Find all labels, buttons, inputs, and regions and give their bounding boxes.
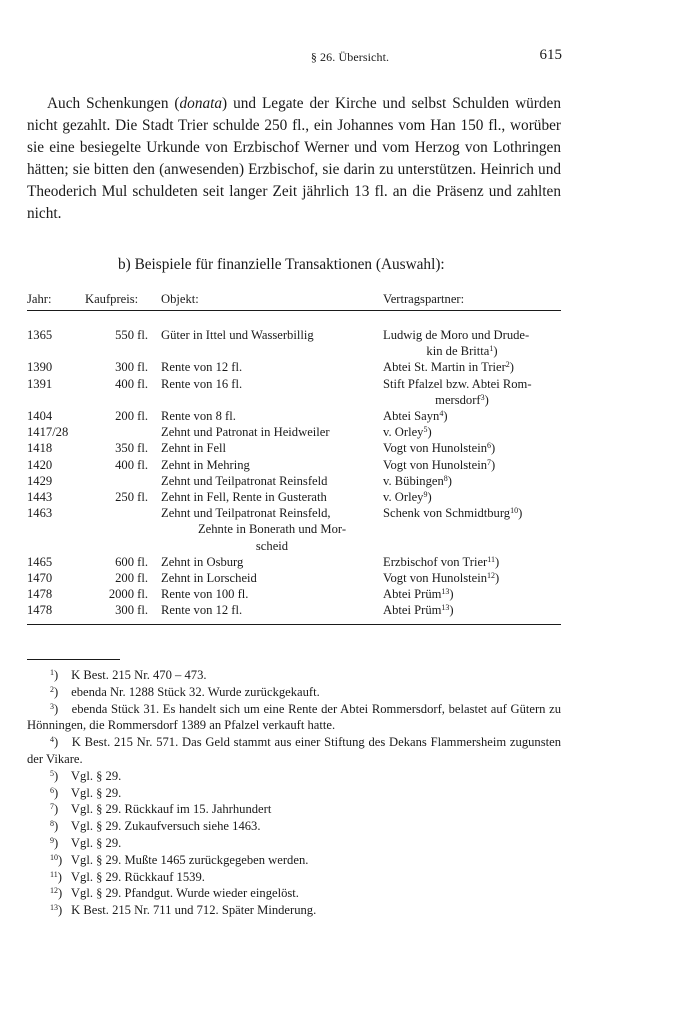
cell-object	[161, 570, 379, 586]
footnote	[27, 684, 561, 701]
footnote-ref	[487, 555, 499, 569]
cell-price: 250 fl.	[115, 489, 148, 504]
footnote-marker	[50, 885, 68, 902]
footnote-marker	[50, 684, 68, 701]
cell-partner	[383, 473, 561, 489]
footnote-text: Vgl. § 29. Mußte 1465 zurückgegeben werden.	[70, 852, 309, 867]
partner-text: v. Bübingen	[383, 473, 444, 488]
cell-price: 400 fl.	[115, 457, 148, 472]
footnote-ref	[510, 506, 522, 520]
footnote-ref-paren: )	[491, 441, 496, 456]
footnote-marker-number: 7	[50, 802, 54, 812]
object-text: Güter in Ittel und Wasserbillig	[161, 328, 314, 342]
table-row	[27, 408, 561, 424]
footnote-ref-paren: )	[449, 587, 454, 602]
footnote	[27, 835, 561, 852]
footnote-ref-paren: )	[427, 489, 432, 504]
object-text: Zehnt in Lorscheid	[161, 570, 257, 585]
cell-object	[161, 376, 379, 392]
footnote-marker	[50, 768, 68, 785]
footnote-ref	[481, 393, 489, 407]
footnote-text: Vgl. § 29. Rückkauf 1539.	[70, 869, 205, 884]
footnote-ref-number: 4	[439, 408, 444, 418]
footnote-ref-number: 12	[487, 570, 496, 580]
cell-year: 1463	[27, 506, 53, 521]
footnote-marker-number: 6	[50, 785, 54, 795]
footnote	[27, 768, 561, 785]
footnote-ref-paren: )	[484, 392, 489, 407]
footnote-marker-paren: )	[58, 903, 63, 918]
footnotes	[27, 667, 561, 919]
cell-partner	[383, 602, 561, 618]
footnote-ref	[444, 474, 452, 488]
table-row	[27, 602, 561, 618]
table-row	[27, 424, 561, 440]
footnote-text: Vgl. § 29. Rückkauf im 15. Jahrhundert	[70, 802, 272, 817]
footnote	[27, 818, 561, 835]
table-body	[27, 311, 561, 618]
partner-text: Vogt von Hunolstein	[383, 457, 488, 472]
footnote-marker-paren: )	[58, 852, 63, 867]
body-paragraph	[27, 93, 561, 225]
partner-text: Abtei Prüm	[383, 603, 442, 618]
footnote-marker-paren: )	[54, 684, 59, 699]
partner-text: Stift Pfalzel bzw. Abtei Rom-	[383, 376, 532, 391]
footnote-ref-paren: )	[491, 457, 496, 472]
cell-year: 1365	[27, 328, 53, 342]
cell-object	[161, 359, 379, 375]
footnote	[27, 667, 561, 684]
cell-object	[161, 602, 379, 618]
footnote-ref	[487, 441, 495, 455]
transactions-table	[27, 287, 561, 625]
cell-object	[161, 327, 379, 343]
footnote-marker-number: 3	[50, 701, 54, 711]
table-row	[27, 473, 561, 489]
table-header	[27, 287, 561, 311]
footnote-marker-number: 1	[50, 668, 54, 677]
footnote-marker-number: 2	[50, 684, 54, 694]
footnote-marker-paren: )	[54, 819, 59, 834]
footnote-marker-paren: )	[54, 802, 59, 817]
table-row	[27, 570, 561, 586]
footnote-ref	[487, 571, 499, 585]
footnote-ref-number: 5	[423, 425, 428, 435]
footnote-marker-paren: )	[54, 668, 59, 682]
cell-partner	[383, 376, 561, 408]
cell-year: 1478	[27, 587, 53, 602]
partner-text: v. Orley	[383, 425, 424, 440]
cell-partner	[383, 505, 561, 521]
table-row	[27, 554, 561, 570]
footnote	[27, 701, 561, 735]
cell-object	[161, 424, 379, 440]
footnote-rule	[27, 659, 120, 660]
footnote-marker-paren: )	[54, 701, 59, 716]
cell-object	[161, 457, 379, 473]
cell-object	[161, 473, 379, 489]
partner-text: Abtei Prüm	[383, 587, 442, 602]
cell-partner	[383, 359, 561, 375]
object-text: Zehnt in Osburg	[161, 554, 244, 569]
footnote-text: K Best. 215 Nr. 470 – 473.	[71, 668, 207, 682]
footnote-ref-paren: )	[493, 344, 498, 359]
footnote-ref-number: 10	[510, 506, 519, 516]
footnote-ref-number: 2	[505, 360, 510, 370]
cell-price: 600 fl.	[115, 554, 148, 569]
footnote-marker-paren: )	[54, 735, 59, 750]
footnote-text: ebenda Nr. 1288 Stück 32. Wurde zurückgekauft.	[71, 684, 320, 699]
cell-price: 200 fl.	[115, 408, 148, 423]
cell-year: 1465	[27, 554, 53, 569]
object-text: Zehnt in Fell, Rente in Gusterath	[161, 489, 327, 504]
footnote-text: Vgl. § 29.	[70, 768, 122, 783]
partner-text: Schenk von Schmidtburg	[383, 506, 511, 521]
cell-price: 300 fl.	[115, 360, 148, 375]
footnote-ref-number: 1	[489, 344, 494, 354]
footnote-marker	[50, 902, 68, 919]
cell-year: 1391	[27, 376, 53, 391]
footnote-marker-number: 9	[50, 835, 54, 845]
footnote-ref-paren: )	[443, 408, 448, 423]
page-header	[0, 46, 700, 70]
partner-text: Ludwig de Moro und Drude-	[383, 328, 530, 342]
partner-text: Abtei Sayn	[383, 408, 440, 423]
cell-price: 350 fl.	[115, 441, 148, 456]
cell-year: 1404	[27, 408, 53, 423]
footnote-ref-number: 13	[441, 603, 450, 613]
column-header-partner: Vertragspartner:	[383, 292, 465, 306]
object-text: Zehnt und Teilpatronat Reinsfeld	[161, 473, 328, 488]
cell-object	[161, 586, 379, 602]
footnote-ref-paren: )	[427, 425, 432, 440]
footnote-text: Vgl. § 29. Zukaufversuch siehe 1463.	[70, 819, 261, 834]
footnote	[27, 869, 561, 886]
footnote-ref-number: 6	[487, 441, 492, 451]
object-text: Zehnt in Fell	[161, 441, 227, 456]
footnote-ref	[487, 458, 495, 472]
footnote	[27, 785, 561, 802]
footnote-ref-paren: )	[509, 360, 514, 375]
footnote-ref	[506, 360, 514, 374]
object-text: Rente von 100 fl.	[161, 587, 249, 602]
footnote-text: Vgl. § 29.	[70, 835, 122, 850]
footnote-text: Vgl. § 29. Pfandgut. Wurde wieder eingelöst.	[70, 886, 299, 901]
footnote-ref-number: 11	[487, 554, 495, 564]
footnote-marker	[50, 785, 68, 802]
cell-object	[161, 408, 379, 424]
footnote-ref	[423, 425, 431, 439]
cell-year: 1478	[27, 603, 53, 618]
cell-partner	[383, 408, 561, 424]
footnote-ref	[489, 344, 497, 358]
footnote-ref	[441, 603, 453, 617]
footnote-ref-paren: )	[449, 603, 454, 618]
cell-partner	[383, 457, 561, 473]
footnote-text: ebenda Stück 31. Es handelt sich um eine Rente der Abtei Rommersdorf, belastet auf Gütern zu Hönningen, die Rommersdorf 1389 an Pfalzel verkauft hatte.	[27, 701, 561, 733]
page-number: 615	[539, 47, 562, 63]
partner-text: Erzbischof von Trier	[383, 554, 488, 569]
cell-partner	[383, 554, 561, 570]
running-head: § 26. Übersicht.	[310, 50, 390, 64]
footnote-marker-number: 4	[50, 735, 54, 745]
cell-object	[161, 489, 379, 505]
table-bottom-rule	[27, 624, 561, 625]
footnote-ref-number: 3	[480, 392, 485, 402]
object-text: Zehnt in Mehring	[161, 457, 250, 472]
cell-object	[161, 554, 379, 570]
cell-partner	[383, 570, 561, 586]
body-text-start: Auch Schenkungen (	[47, 95, 180, 112]
footnote-marker-number: 12	[50, 886, 58, 896]
object-text: Rente von 12 fl.	[161, 360, 243, 375]
footnote-ref	[439, 409, 447, 423]
cell-price: 400 fl.	[115, 376, 148, 391]
footnote-marker-paren: )	[54, 835, 59, 850]
partner-text: v. Orley	[383, 489, 424, 504]
partner-text-continued-label: kin de Britta	[426, 344, 490, 359]
cell-object	[161, 440, 379, 456]
cell-partner	[383, 424, 561, 440]
footnote-marker	[50, 869, 68, 886]
footnote-marker-paren: )	[54, 768, 59, 783]
cell-year: 1418	[27, 441, 53, 456]
cell-year: 1443	[27, 489, 53, 504]
footnote-marker	[50, 701, 68, 718]
footnote-marker-paren: )	[58, 886, 63, 901]
partner-text-continued	[383, 392, 561, 408]
footnote-marker	[50, 734, 68, 751]
footnote-ref-paren: )	[494, 554, 500, 569]
section-heading: b) Beispiele für finanzielle Transaktionen (Auswahl):	[118, 256, 445, 273]
table-row	[27, 489, 561, 505]
cell-year: 1390	[27, 360, 53, 375]
table-row	[27, 359, 561, 375]
footnote-marker	[50, 667, 68, 684]
footnote-marker-number: 11	[50, 869, 58, 879]
partner-text: Vogt von Hunolstein	[383, 441, 488, 456]
body-text-italic: donata	[179, 95, 223, 112]
cell-year: 1470	[27, 570, 53, 585]
body-text-rest: ) und Legate der Kirche und selbst Schulden würden nicht gezahlt. Die Stadt Trier schulde 250 fl., ein Johannes vom Han 150 fl., worüber sie eine besiegelte Urkunde von Erzbischof Werner und vom Herzog von Lothringen hätten; sie bitten den (anwesenden) Erzbischof, sie darin zu unterstützen. Heinrich und Theoderich Mul schuldeten seit langer Zeit jährlich 13 fl. an die Präsenz und zahlten nicht.	[27, 95, 561, 222]
partner-text-continued-label: mersdorf	[435, 392, 481, 407]
footnote-marker-paren: )	[54, 785, 59, 800]
footnote-ref-number: 7	[487, 457, 492, 467]
footnote-ref-paren: )	[495, 570, 500, 585]
footnote-marker	[50, 835, 68, 852]
object-text-continued-2: scheid	[255, 538, 289, 553]
footnote-marker	[50, 818, 68, 835]
cell-partner	[383, 586, 561, 602]
cell-partner	[383, 489, 561, 505]
cell-price: 550 fl.	[115, 328, 148, 342]
footnote-marker	[50, 852, 68, 869]
cell-price: 200 fl.	[115, 570, 148, 585]
footnote	[27, 852, 561, 869]
footnote-ref-number: 8	[443, 473, 448, 483]
footnote	[27, 801, 561, 818]
cell-price: 2000 fl.	[108, 587, 148, 602]
cell-price: 300 fl.	[115, 603, 148, 618]
footnote	[27, 734, 561, 768]
footnote-marker	[50, 801, 68, 818]
partner-text: Abtei St. Martin in Trier	[383, 360, 506, 375]
footnote-marker-number: 13	[50, 903, 58, 913]
cell-year: 1417/28	[27, 425, 69, 440]
column-header-year: Jahr:	[27, 292, 52, 306]
partner-text-continued	[383, 343, 561, 359]
cell-year: 1429	[27, 473, 53, 488]
table-row	[27, 440, 561, 456]
footnote-ref	[441, 587, 453, 601]
footnote-marker-number: 10	[50, 852, 58, 862]
column-header-object: Objekt:	[161, 292, 199, 306]
table-row	[27, 505, 561, 554]
footnote-marker-number: 5	[50, 768, 54, 778]
footnote-ref-paren: )	[447, 473, 452, 488]
object-text-continued: Zehnte in Bonerath und Mor-	[197, 522, 347, 537]
object-text: Rente von 12 fl.	[161, 603, 243, 618]
footnote-text: K Best. 215 Nr. 711 und 712. Später Minderung.	[71, 903, 317, 918]
table-row	[27, 376, 561, 408]
footnote	[27, 885, 561, 902]
footnote-text: Vgl. § 29.	[70, 785, 122, 800]
cell-object	[161, 505, 379, 554]
partner-text: Vogt von Hunolstein	[383, 570, 488, 585]
cell-partner	[383, 327, 561, 359]
footnote-ref-paren: )	[518, 506, 523, 521]
cell-year: 1420	[27, 457, 53, 472]
footnote-ref-number: 9	[423, 489, 428, 499]
column-header-price: Kaufpreis:	[85, 292, 139, 306]
footnote-ref	[423, 490, 431, 504]
object-text: Rente von 8 fl.	[161, 408, 236, 423]
object-text: Zehnt und Teilpatronat Reinsfeld,	[161, 506, 331, 521]
table-row	[27, 586, 561, 602]
footnote	[27, 902, 561, 919]
footnote-marker-number: 8	[50, 819, 54, 829]
cell-partner	[383, 440, 561, 456]
object-text: Rente von 16 fl.	[161, 376, 243, 391]
object-text: Zehnt und Patronat in Heidweiler	[161, 425, 330, 440]
table-row	[27, 457, 561, 473]
footnote-marker-paren: )	[57, 869, 62, 884]
footnote-text: K Best. 215 Nr. 571. Das Geld stammt aus einer Stiftung des Dekans Flammersheim zugunsten der Vikare.	[27, 735, 561, 766]
table-row	[27, 327, 561, 359]
footnote-ref-number: 13	[441, 587, 450, 597]
